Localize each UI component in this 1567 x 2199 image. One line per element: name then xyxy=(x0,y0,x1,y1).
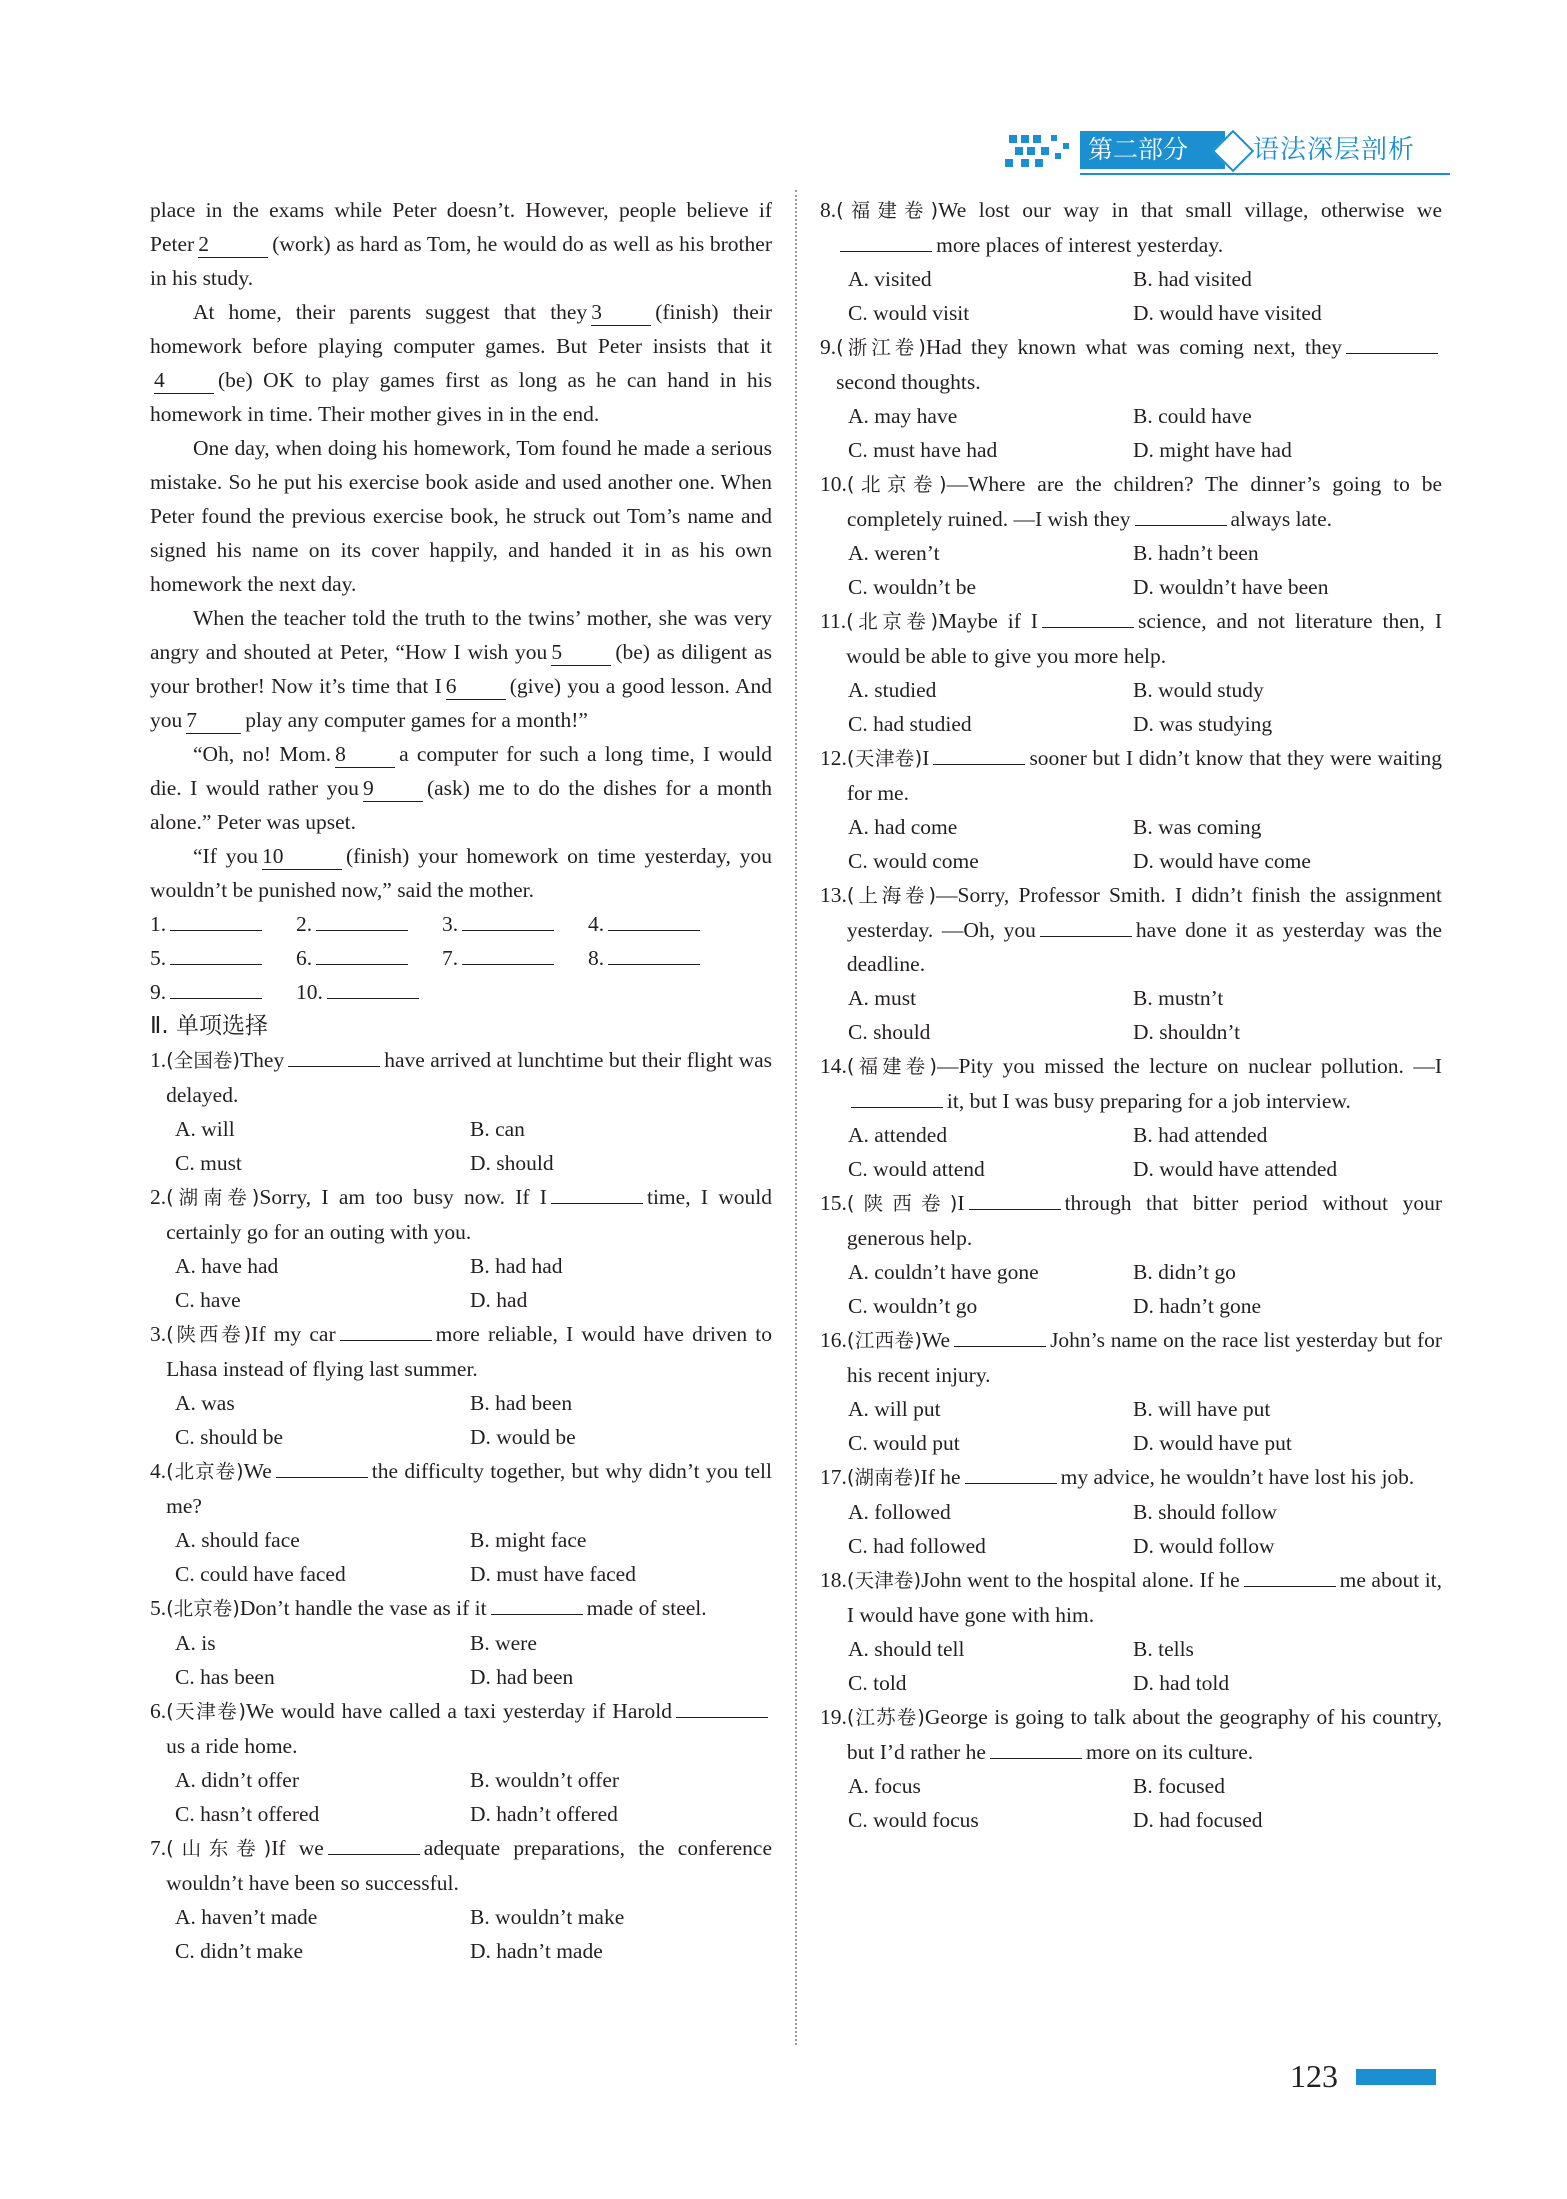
question-item xyxy=(820,1563,1442,1700)
option-choice[interactable]: D. would be xyxy=(470,1425,576,1449)
answer-blank[interactable] xyxy=(1244,1586,1336,1587)
option-choice[interactable]: B. can xyxy=(470,1117,525,1141)
page-number-bar xyxy=(1356,2069,1436,2085)
question-item xyxy=(820,741,1442,878)
answer-blank[interactable] xyxy=(551,1203,643,1204)
answer-blank[interactable] xyxy=(969,1209,1061,1210)
question-stem: George is going to talk about the geography of his country, but I’d rather he xyxy=(846,1705,1443,1764)
option-choice[interactable]: B. might face xyxy=(470,1528,587,1552)
passage-paragraph: “If you 10 (finish) your homework on time yesterday, you wouldn’t be punished now,” said the mother. xyxy=(150,844,772,902)
question-stem: it, but I was busy preparing for a job interview. xyxy=(946,1089,1351,1113)
question-item xyxy=(820,1049,1442,1186)
header-title: 语法深层剖析 xyxy=(1253,135,1416,165)
answer-blank[interactable] xyxy=(170,930,262,931)
question-item xyxy=(820,1460,1442,1563)
question-source: (上海卷) xyxy=(846,884,937,907)
option-grid xyxy=(820,981,1442,1049)
option-grid xyxy=(150,1386,772,1454)
question-list-right xyxy=(820,193,1442,1837)
answer-blank[interactable] xyxy=(327,998,419,999)
option-choice[interactable]: A. had come xyxy=(848,815,958,839)
answer-blank[interactable] xyxy=(1346,353,1438,354)
question-source: (山东卷) xyxy=(166,1837,272,1860)
question-stem: I xyxy=(922,746,930,770)
option-choice[interactable]: C. had studied xyxy=(848,712,972,736)
answer-blank[interactable] xyxy=(608,964,700,965)
passage-paragraph: place in the exams while Peter doesn’t. However, people believe if Peter 2 (work) as hard as Tom, he would do as well as his brother in his study. xyxy=(150,198,772,290)
question-stem: Sorry, I am too busy now. If I xyxy=(259,1185,547,1209)
question-stem: always late. xyxy=(1230,507,1332,531)
page-number: 123 xyxy=(1290,2058,1338,2094)
option-choice[interactable]: C. should xyxy=(848,1020,931,1044)
right-column xyxy=(820,193,1442,1837)
page-header xyxy=(1005,127,1450,175)
question-source: (江苏卷) xyxy=(846,1706,925,1729)
passage-paragraph: At home, their parents suggest that they 3 (finish) their homework before playing computer games. But Peter insists that it4 (be) OK to play games first as long as he can hand in his homework in time. Their mother gives in in the end. xyxy=(150,300,772,426)
question-stem: me about it, I would have gone with him. xyxy=(846,1568,1443,1627)
option-grid xyxy=(820,1495,1442,1563)
filled-blank: 4 xyxy=(154,367,214,394)
filled-blank: 3 xyxy=(591,299,651,326)
option-choice[interactable]: C. has been xyxy=(175,1665,275,1689)
option-choice[interactable]: D. hadn’t gone xyxy=(1133,1294,1261,1318)
option-choice[interactable]: B. had been xyxy=(470,1391,573,1415)
option-choice[interactable]: D. wouldn’t have been xyxy=(1133,575,1329,599)
question-source: (浙江卷) xyxy=(836,336,926,359)
option-choice[interactable]: C. had followed xyxy=(848,1534,986,1558)
question-item xyxy=(820,604,1442,741)
question-source: (陕西卷) xyxy=(166,1323,252,1346)
option-choice[interactable]: B. wouldn’t offer xyxy=(470,1768,620,1792)
option-choice[interactable]: D. hadn’t made xyxy=(470,1939,603,1963)
answer-blank[interactable] xyxy=(340,1340,432,1341)
filled-blank: 9 xyxy=(363,775,423,802)
passage-paragraph: “Oh, no! Mom. 8 a computer for such a long time, I would die. I would rather you 9 (ask) me to do the dishes for a month alone.” Peter was upset. xyxy=(150,742,772,834)
option-grid xyxy=(820,1769,1442,1837)
question-number: 12. xyxy=(820,746,847,770)
question-stem: more on its culture. xyxy=(1085,1740,1254,1764)
question-source: (天津卷) xyxy=(846,1569,922,1592)
pixel-logo-icon xyxy=(1005,133,1075,169)
filled-blank: 2 xyxy=(198,231,268,258)
question-number: 17. xyxy=(820,1465,847,1489)
question-item xyxy=(820,467,1442,604)
question-number: 9. xyxy=(820,335,837,359)
question-item xyxy=(150,1591,772,1694)
question-number: 16. xyxy=(820,1328,847,1352)
question-number: 2. xyxy=(150,1185,167,1209)
header-rule xyxy=(1080,173,1450,175)
question-number: 7. xyxy=(150,1836,167,1860)
option-choice[interactable]: D. had focused xyxy=(1133,1808,1263,1832)
question-stem: through that bitter period without your generous help. xyxy=(846,1191,1442,1250)
question-number: 15. xyxy=(820,1191,847,1215)
question-item xyxy=(150,1694,772,1831)
question-stem: John went to the hospital alone. If he xyxy=(921,1568,1240,1592)
option-choice[interactable]: D. shouldn’t xyxy=(1133,1020,1241,1044)
option-choice[interactable]: D. must have faced xyxy=(470,1562,636,1586)
column-divider xyxy=(795,190,797,2045)
question-number: 4. xyxy=(150,1459,167,1483)
option-choice[interactable]: B. could have xyxy=(1133,404,1252,428)
question-number: 14. xyxy=(820,1054,847,1078)
question-item xyxy=(150,1043,772,1180)
option-choice[interactable]: C. told xyxy=(848,1671,907,1695)
question-stem: John’s name on the race list yesterday but for his recent injury. xyxy=(846,1328,1443,1387)
question-stem: sooner but I didn’t know that they were waiting for me. xyxy=(846,746,1442,805)
question-number: 19. xyxy=(820,1705,847,1729)
answer-blank[interactable] xyxy=(462,964,554,965)
option-choice[interactable]: A. attended xyxy=(848,1123,948,1147)
option-choice[interactable]: A. must xyxy=(848,986,917,1010)
option-choice[interactable]: D. was studying xyxy=(1133,712,1273,736)
answer-blank[interactable] xyxy=(491,1614,583,1615)
option-choice[interactable]: A. followed xyxy=(848,1500,951,1524)
question-stem: have arrived at lunchtime but their flight was delayed. xyxy=(166,1048,772,1107)
option-grid xyxy=(820,262,1442,330)
filled-blank: 5 xyxy=(551,639,611,666)
answer-blank[interactable] xyxy=(316,930,408,931)
question-stem: have done it as yesterday was the deadline. xyxy=(846,918,1442,976)
question-item xyxy=(820,1323,1442,1460)
option-choice[interactable]: D. had told xyxy=(1133,1671,1230,1695)
filled-blank: 8 xyxy=(335,741,395,768)
option-grid xyxy=(820,810,1442,878)
option-grid xyxy=(150,1112,772,1180)
question-item xyxy=(820,330,1442,467)
question-item xyxy=(820,193,1442,330)
option-choice[interactable]: A. weren’t xyxy=(848,541,940,565)
option-choice[interactable]: C. would focus xyxy=(848,1808,979,1832)
part-label: 第二部分 xyxy=(1080,131,1225,169)
option-choice[interactable]: C. must have had xyxy=(848,438,998,462)
question-stem: —Sorry, Professor Smith. I didn’t finish the assignment yesterday. —Oh, you xyxy=(846,883,1442,942)
option-choice[interactable]: A. will xyxy=(175,1117,235,1141)
option-choice[interactable]: D. would follow xyxy=(1133,1534,1275,1558)
option-choice[interactable]: C. have xyxy=(175,1288,241,1312)
question-stem: the difficulty together, but why didn’t you tell me? xyxy=(166,1459,772,1518)
answer-blank[interactable] xyxy=(1040,936,1132,937)
option-choice[interactable]: C. wouldn’t go xyxy=(848,1294,978,1318)
question-stem: adequate preparations, the conference wouldn’t have been so successful. xyxy=(166,1836,773,1895)
question-number: 13. xyxy=(820,883,847,907)
question-source: (陕西卷) xyxy=(846,1192,958,1215)
option-choice[interactable]: A. will put xyxy=(848,1397,941,1421)
option-grid xyxy=(150,1249,772,1317)
option-choice[interactable]: B. mustn’t xyxy=(1133,986,1224,1010)
answer-row: 9. 10. xyxy=(150,975,772,1009)
question-source: (湖南卷) xyxy=(166,1186,260,1209)
option-choice[interactable]: D. would have visited xyxy=(1133,301,1322,325)
option-choice[interactable]: A. studied xyxy=(848,678,937,702)
question-stem: second thoughts. xyxy=(836,370,981,394)
question-number: 5. xyxy=(150,1596,167,1620)
question-stem: more reliable, I would have driven to Lhasa instead of flying last summer. xyxy=(166,1322,773,1381)
answer-blank[interactable] xyxy=(608,930,700,931)
question-stem: We xyxy=(243,1459,272,1483)
option-choice[interactable]: D. might have had xyxy=(1133,438,1292,462)
option-grid xyxy=(820,1392,1442,1460)
option-choice[interactable]: D. hadn’t offered xyxy=(470,1802,618,1826)
question-list-left xyxy=(150,1043,772,1968)
question-stem: my advice, he wouldn’t have lost his job. xyxy=(1060,1465,1415,1489)
answer-blank[interactable] xyxy=(170,998,262,999)
left-column xyxy=(150,193,772,1968)
answer-blank[interactable] xyxy=(990,1758,1082,1759)
question-stem: If we xyxy=(271,1836,324,1860)
option-choice[interactable]: A. visited xyxy=(848,267,932,291)
option-choice[interactable]: A. should face xyxy=(175,1528,300,1552)
question-item xyxy=(150,1454,772,1591)
question-source: (天津卷) xyxy=(846,747,923,770)
question-stem: science, and not literature then, I would be able to give you more help. xyxy=(846,609,1442,668)
option-choice[interactable]: A. couldn’t have gone xyxy=(848,1260,1039,1284)
question-source: (福建卷) xyxy=(836,199,939,222)
option-choice[interactable]: B. hadn’t been xyxy=(1133,541,1259,565)
option-choice[interactable]: A. didn’t offer xyxy=(175,1768,300,1792)
question-stem: Maybe if I xyxy=(938,609,1038,633)
option-choice[interactable]: C. would put xyxy=(848,1431,960,1455)
question-source: (福建卷) xyxy=(846,1055,937,1078)
question-stem: They xyxy=(240,1048,285,1072)
question-stem: We would have called a taxi yesterday if Harold xyxy=(245,1699,672,1723)
answer-row: 5. 6. 7. 8. xyxy=(150,941,772,975)
question-stem: If he xyxy=(920,1465,961,1489)
question-number: 10. xyxy=(820,472,847,496)
option-choice[interactable]: B. was coming xyxy=(1133,815,1262,839)
option-grid xyxy=(150,1900,772,1968)
question-number: 6. xyxy=(150,1699,167,1723)
option-grid xyxy=(820,1255,1442,1323)
answer-blank[interactable] xyxy=(316,964,408,965)
answer-blank[interactable] xyxy=(462,930,554,931)
question-stem: —Where are the children? The dinner’s going to be completely ruined. —I wish they xyxy=(846,472,1443,531)
question-stem: —Pity you missed the lecture on nuclear pollution. —I xyxy=(936,1054,1442,1078)
answer-blank[interactable] xyxy=(328,1854,420,1855)
option-choice[interactable]: A. was xyxy=(175,1391,235,1415)
option-choice[interactable]: B. wouldn’t make xyxy=(470,1905,625,1929)
option-choice[interactable]: C. wouldn’t be xyxy=(848,575,977,599)
option-grid xyxy=(150,1523,772,1591)
question-source: (北京卷) xyxy=(166,1597,240,1620)
question-source: (江西卷) xyxy=(846,1329,922,1352)
option-choice[interactable]: B. will have put xyxy=(1133,1397,1271,1421)
question-stem: more places of interest yesterday. xyxy=(936,233,1224,257)
option-grid xyxy=(150,1763,772,1831)
option-choice[interactable]: C. must xyxy=(175,1151,242,1175)
answer-blank[interactable] xyxy=(851,1107,943,1108)
option-choice[interactable]: D. would have come xyxy=(1133,849,1311,873)
question-stem: We xyxy=(921,1328,951,1352)
question-stem: If my car xyxy=(251,1322,336,1346)
option-choice[interactable]: C. should be xyxy=(175,1425,284,1449)
question-stem: Had they known what was coming next, they xyxy=(925,335,1342,359)
option-choice[interactable]: C. could have faced xyxy=(175,1562,346,1586)
question-item xyxy=(150,1180,772,1317)
answer-blank[interactable] xyxy=(1135,525,1227,526)
option-choice[interactable]: D. had been xyxy=(470,1665,574,1689)
question-number: 11. xyxy=(820,609,847,633)
answer-blank[interactable] xyxy=(288,1066,380,1067)
option-choice[interactable]: C. hasn’t offered xyxy=(175,1802,320,1826)
filled-blank: 10 xyxy=(262,843,342,870)
option-choice[interactable]: A. focus xyxy=(848,1774,921,1798)
option-choice[interactable]: D. would have put xyxy=(1133,1431,1292,1455)
question-stem: Don’t handle the vase as if it xyxy=(239,1596,487,1620)
option-grid xyxy=(820,1118,1442,1186)
option-grid xyxy=(820,399,1442,467)
option-choice[interactable]: B. had visited xyxy=(1133,267,1252,291)
answer-blank[interactable] xyxy=(676,1717,768,1718)
option-choice[interactable]: B. had attended xyxy=(1133,1123,1268,1147)
option-choice[interactable]: B. focused xyxy=(1133,1774,1225,1798)
question-number: 1. xyxy=(150,1048,167,1072)
question-number: 3. xyxy=(150,1322,167,1346)
option-choice[interactable]: A. haven’t made xyxy=(175,1905,318,1929)
passage-paragraph: One day, when doing his homework, Tom found he made a serious mistake. So he put his exercise book aside and used another one. When Peter found the previous exercise book, he struck out Tom’s name and signed his name on its cover happily, and handed it in as his own homework the next day. xyxy=(150,436,772,596)
option-choice[interactable]: D. would have attended xyxy=(1133,1157,1338,1181)
question-source: (天津卷) xyxy=(166,1700,246,1723)
answer-blank[interactable] xyxy=(276,1477,368,1478)
option-choice[interactable]: C. would attend xyxy=(848,1157,985,1181)
filled-blank: 7 xyxy=(186,707,241,734)
answer-blank[interactable] xyxy=(965,1483,1057,1484)
option-choice[interactable]: B. had had xyxy=(470,1254,563,1278)
option-choice[interactable]: D. had xyxy=(470,1288,528,1312)
question-stem: time, I would certainly go for an outing with you. xyxy=(166,1185,773,1244)
answer-blank[interactable] xyxy=(840,251,932,252)
option-choice[interactable]: A. should tell xyxy=(848,1637,965,1661)
option-choice[interactable]: D. should xyxy=(470,1151,554,1175)
option-grid xyxy=(820,1632,1442,1700)
option-choice[interactable]: B. should follow xyxy=(1133,1500,1277,1524)
option-choice[interactable]: C. would come xyxy=(848,849,979,873)
option-choice[interactable]: A. have had xyxy=(175,1254,279,1278)
question-item xyxy=(150,1831,772,1968)
option-choice[interactable]: C. didn’t make xyxy=(175,1939,303,1963)
section-title: Ⅱ. 单项选择 xyxy=(150,1013,268,1039)
answer-blank[interactable] xyxy=(954,1346,1046,1347)
question-source: (北京卷) xyxy=(166,1460,244,1483)
question-source: (全国卷) xyxy=(166,1049,241,1072)
option-grid xyxy=(820,536,1442,604)
answer-blank[interactable] xyxy=(170,964,262,965)
question-stem: I xyxy=(957,1191,965,1215)
question-source: (北京卷) xyxy=(846,610,939,633)
answer-row: 1. 2. 3. 4. xyxy=(150,907,772,941)
question-stem: made of steel. xyxy=(586,1596,707,1620)
option-choice[interactable]: A. is xyxy=(175,1631,216,1655)
option-grid xyxy=(820,673,1442,741)
option-choice[interactable]: B. didn’t go xyxy=(1133,1260,1236,1284)
question-item xyxy=(820,1186,1442,1323)
question-number: 8. xyxy=(820,198,837,222)
option-choice[interactable]: A. may have xyxy=(848,404,958,428)
option-choice[interactable]: C. would visit xyxy=(848,301,970,325)
question-source: (湖南卷) xyxy=(846,1466,921,1489)
option-choice[interactable]: B. would study xyxy=(1133,678,1264,702)
filled-blank: 6 xyxy=(446,673,506,700)
answer-blank[interactable] xyxy=(933,764,1025,765)
passage-paragraph: When the teacher told the truth to the twins’ mother, she was very angry and shouted at Peter, “How I wish you 5 (be) as diligent as your brother! Now it’s time that I 6 (give) you a good lesson. And you 7 play any computer games for a month!” xyxy=(150,606,773,732)
option-choice[interactable]: B. were xyxy=(470,1631,537,1655)
option-choice[interactable]: B. tells xyxy=(1133,1637,1194,1661)
question-stem: We lost our way in that small village, otherwise we xyxy=(938,198,1442,222)
question-source: (北京卷) xyxy=(846,473,947,496)
question-item xyxy=(820,1700,1442,1837)
question-stem: us a ride home. xyxy=(166,1734,298,1758)
answer-blank[interactable] xyxy=(1042,627,1134,628)
option-grid xyxy=(150,1626,772,1694)
question-item xyxy=(150,1317,772,1454)
question-number: 18. xyxy=(820,1568,847,1592)
question-item xyxy=(820,878,1442,1049)
